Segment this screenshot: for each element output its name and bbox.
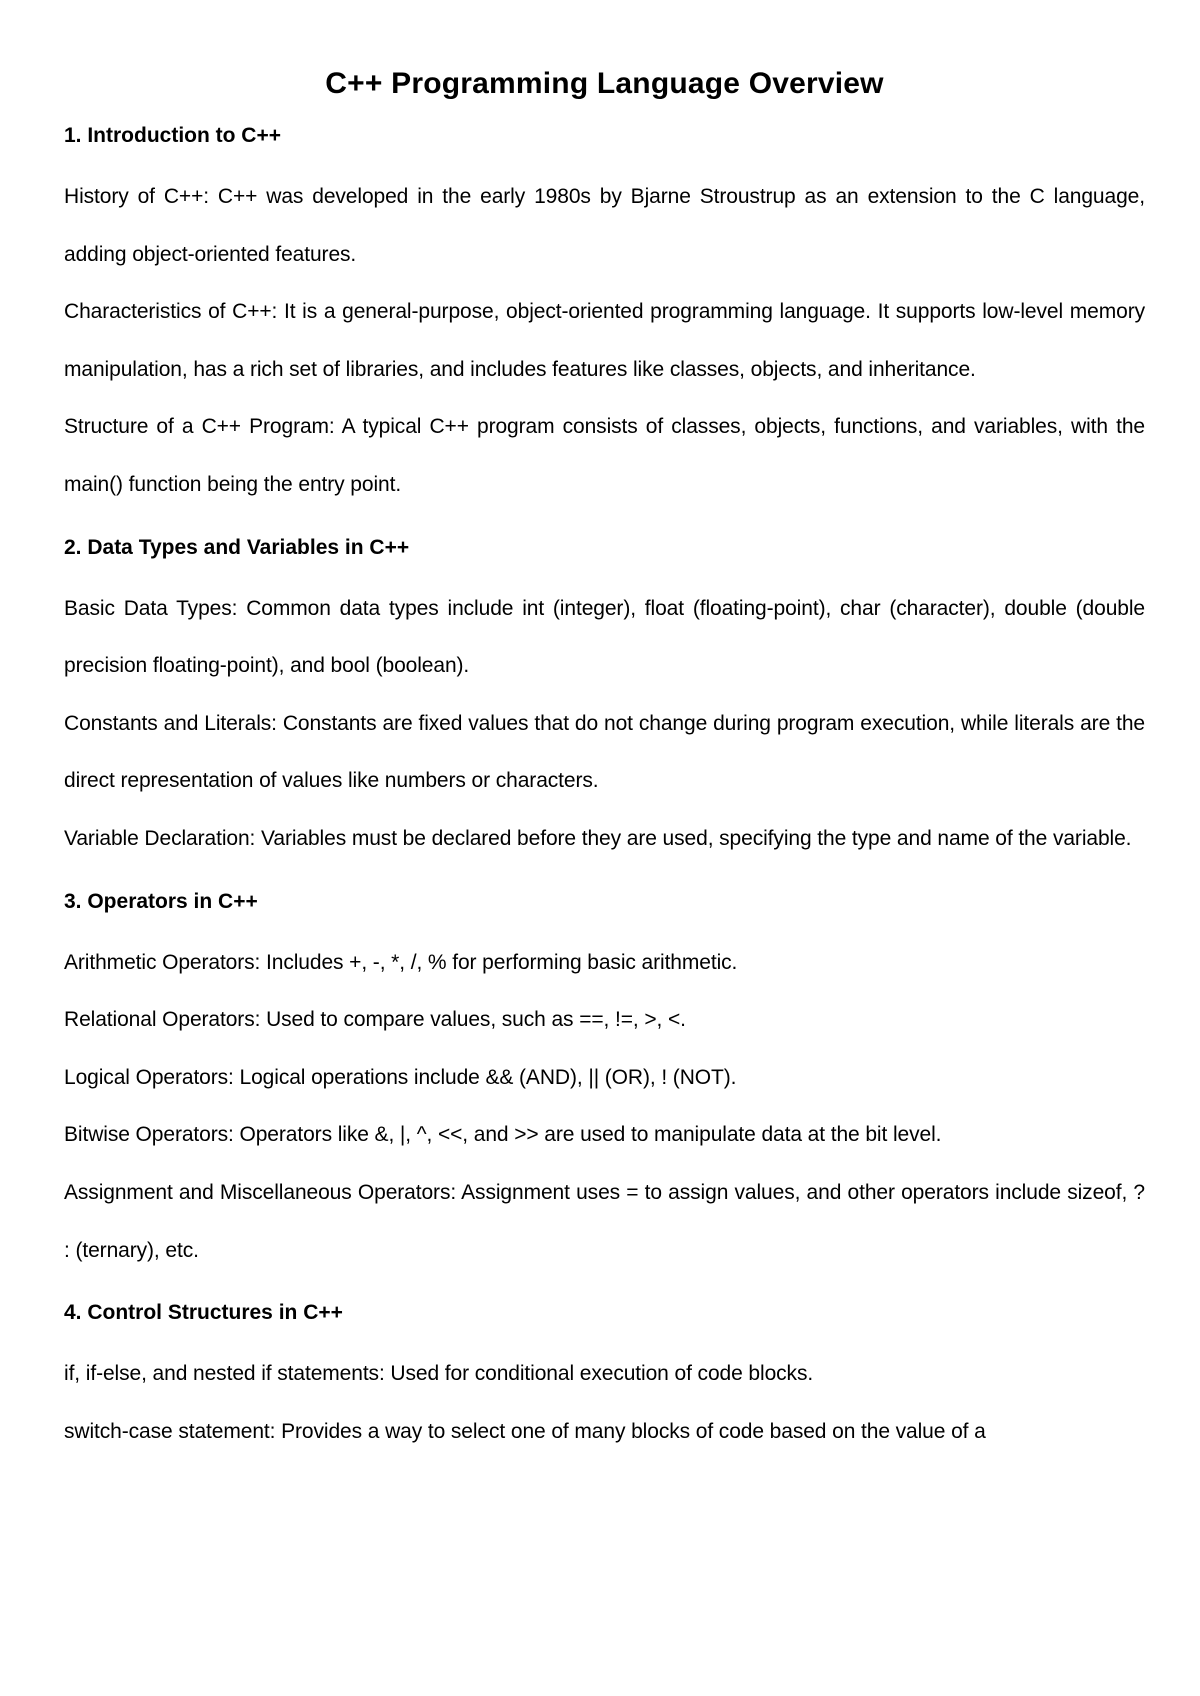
section-operators bbox=[64, 877, 1145, 1280]
paragraph: if, if-else, and nested if statements: Used for conditional execution of code blocks. bbox=[64, 1362, 814, 1386]
section-heading: 1. Introduction to C++ bbox=[64, 124, 282, 147]
paragraph: Characteristics of C++: It is a general-purpose, object-oriented programming language. It supports low-level memory manipulation, has a rich set of libraries, and includes features like classes, objects, and inheritance. bbox=[64, 300, 1145, 381]
document-title: C++ Programming Language Overview bbox=[325, 67, 884, 100]
section-control-structures bbox=[64, 1288, 1145, 1460]
section-introduction bbox=[64, 111, 1145, 514]
section-data-types bbox=[64, 523, 1145, 868]
paragraph: Assignment and Miscellaneous Operators: Assignment uses = to assign values, and other operators include sizeof, ? : (ternary), etc. bbox=[64, 1180, 1145, 1262]
paragraph: Relational Operators: Used to compare values, such as ==, !=, >, <. bbox=[64, 1008, 686, 1032]
section-heading: 2. Data Types and Variables in C++ bbox=[64, 535, 410, 559]
paragraph: Constants and Literals: Constants are fixed values that do not change during program execution, while literals are the direct representation of values like numbers or characters. bbox=[64, 711, 1145, 793]
paragraph: Logical Operators: Logical operations include && (AND), || (OR), ! (NOT). bbox=[64, 1065, 737, 1089]
paragraph: Variable Declaration: Variables must be declared before they are used, specifying the type and name of the variable. bbox=[64, 826, 1132, 850]
section-heading: 3. Operators in C++ bbox=[64, 889, 258, 913]
section-heading: 4. Control Structures in C++ bbox=[64, 1301, 343, 1325]
paragraph: switch-case statement: Provides a way to select one of many blocks of code based on the value of a bbox=[64, 1419, 986, 1443]
paragraph: Arithmetic Operators: Includes +, -, *, /, % for performing basic arithmetic. bbox=[64, 950, 738, 974]
paragraph: Basic Data Types: Common data types include int (integer), float (floating-point), char (character), double (double precision floating-point), and bool (boolean). bbox=[64, 596, 1145, 678]
paragraph: Bitwise Operators: Operators like &, |, ^, <<, and >> are used to manipulate data at the bit level. bbox=[64, 1123, 942, 1147]
paragraph: History of C++: C++ was developed in the early 1980s by Bjarne Stroustrup as an extension to the C language, adding object-oriented features. bbox=[64, 185, 1145, 266]
paragraph: Structure of a C++ Program: A typical C++ program consists of classes, objects, functions, and variables, with the main() function being the entry point. bbox=[64, 415, 1145, 496]
document-body bbox=[64, 60, 1145, 1460]
